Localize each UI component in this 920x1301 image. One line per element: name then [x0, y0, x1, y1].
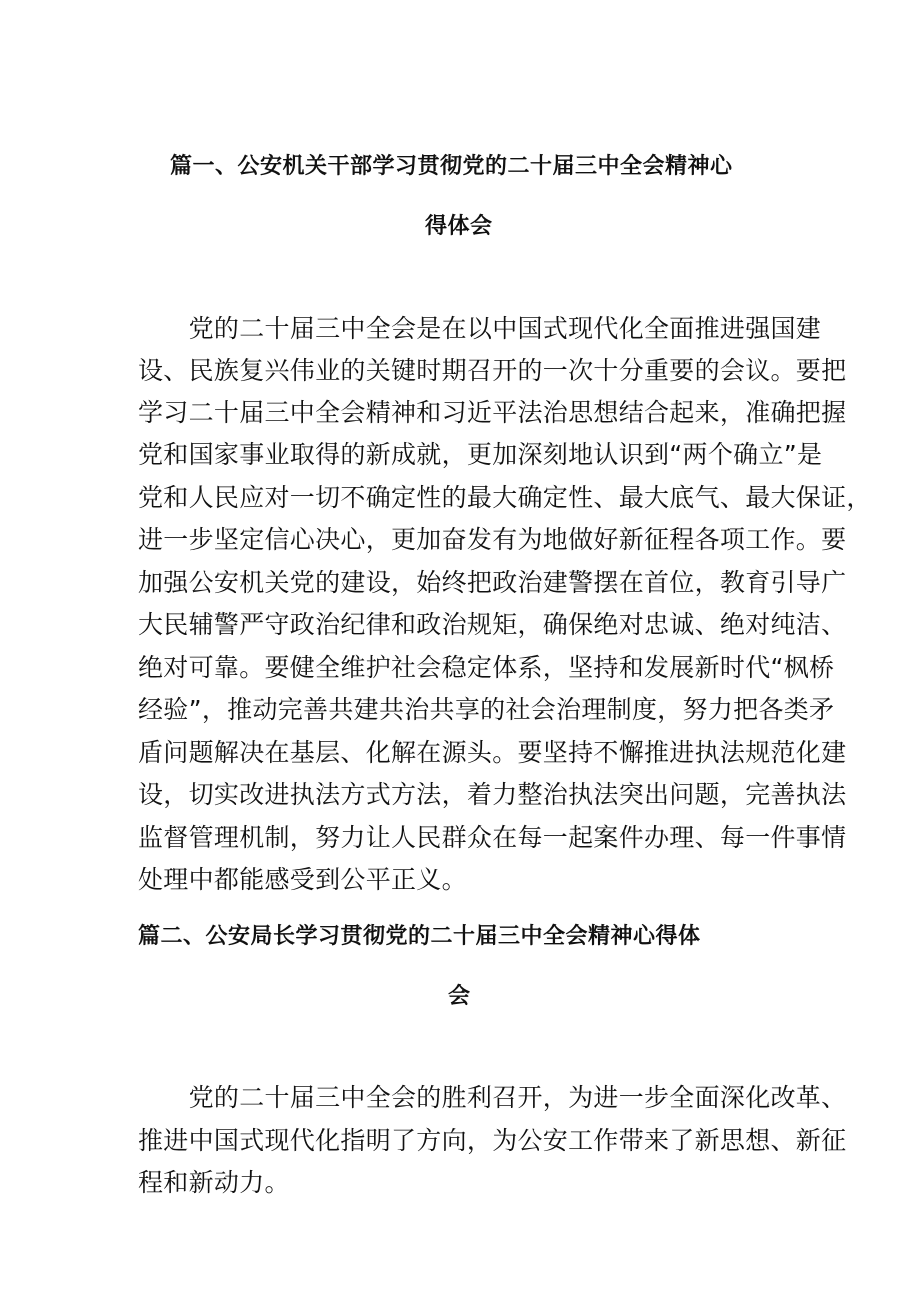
section2-title-line1: 篇二、公安局长学习贯彻党的二十届三中全会精神心得体: [138, 924, 701, 949]
paragraph-line: 进一步坚定信心决心，更加奋发有为地做好新征程各项工作。要: [138, 525, 847, 554]
paragraph-line: 党的二十届三中全会是在以中国式现代化全面推进强国建: [138, 314, 822, 343]
section1-title-line2: 得体会: [425, 214, 493, 239]
paragraph-line: 党的二十届三中全会的胜利召开，为进一步全面深化改革、: [138, 1083, 847, 1112]
paragraph-line: 党和国家事业取得的新成就，更加深刻地认识到“两个确立”是: [138, 440, 823, 469]
section2-title-line2: 会: [448, 984, 471, 1009]
paragraph-line: 党和人民应对一切不确定性的最大确定性、最大底气、最大保证，: [138, 483, 872, 512]
paragraph-line: 推进中国式现代化指明了方向，为公安工作带来了新思想、新征: [138, 1126, 847, 1155]
paragraph-line: 学习二十届三中全会精神和习近平法治思想结合起来，准确把握: [138, 398, 847, 427]
paragraph-line: 盾问题解决在基层、化解在源头。要坚持不懈推进执法规范化建: [138, 738, 847, 767]
paragraph-line: 处理中都能感受到公平正义。: [138, 865, 467, 894]
paragraph-line: 设，切实改进执法方式方法，着力整治执法突出问题，完善执法: [138, 780, 847, 809]
paragraph-line: 经验”，推动完善共建共治共享的社会治理制度，努力把各类矛: [138, 695, 835, 724]
paragraph-line: 设、民族复兴伟业的关键时期召开的一次十分重要的会议。要把: [138, 356, 847, 385]
paragraph-line: 大民辅警严守政治纪律和政治规矩，确保绝对忠诚、绝对纯洁、: [138, 610, 847, 639]
paragraph-line: 程和新动力。: [138, 1168, 290, 1197]
paragraph-line: 监督管理机制，努力让人民群众在每一起案件办理、每一件事情: [138, 823, 847, 852]
paragraph-line: 绝对可靠。要健全维护社会稳定体系，坚持和发展新时代“枫桥: [138, 653, 835, 682]
paragraph-line: 加强公安机关党的建设，始终把政治建警摆在首位，教育引导广: [138, 568, 847, 597]
section1-title-line1: 篇一、公安机关干部学习贯彻党的二十届三中全会精神心: [170, 154, 733, 179]
